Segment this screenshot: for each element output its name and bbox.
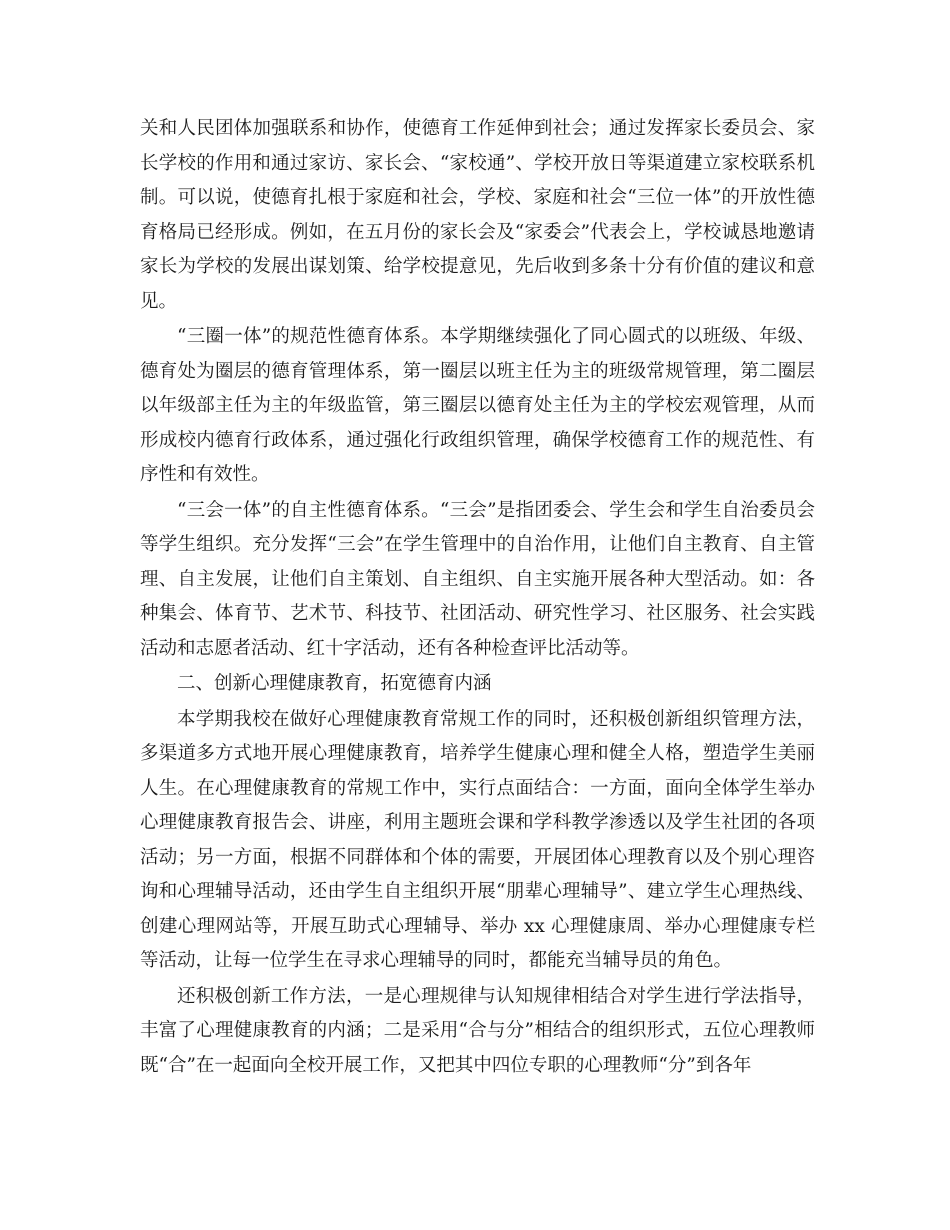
paragraph-family-society: 关和人民团体加强联系和协作，使德育工作延伸到社会；通过发挥家长委员会、家长学校的作用和通过家访、家长会、“家校通”、学校开放日等渠道建立家校联系机制。可以说，使德育扎根于家庭和社会，学校、家庭和社会“三位一体”的开放性德育格局已经形成。例如，在五月份的家长会及“家委会”代表会上，学校诚恳地邀请家长为学校的发展出谋划策、给学校提意见，先后收到多条十分有价值的建议和意见。	[140, 118, 815, 312]
document-body	[140, 112, 815, 1084]
paragraph-work-methods: 还积极创新工作方法，一是心理规律与认知规律相结合对学生进行学法指导，丰富了心理健康教育的内涵；二是采用“合与分”相结合的组织形式，五位心理教师既“合”在一起面向全校开展工作，又把其中四位专职的心理教师“分”到各年	[140, 985, 815, 1076]
paragraph-three-councils: “三会一体”的自主性德育体系。“三会”是指团委会、学生会和学生自治委员会等学生组织。充分发挥“三会”在学生管理中的自治作用，让他们自主教育、自主管理、自主发展，让他们自主策划、自主组织、自主实施开展各种大型活动。如：各种集会、体育节、艺术节、科技节、社团活动、研究性学习、社区服务、社会实践活动和志愿者活动、红十字活动，还有各种检查评比活动等。	[140, 499, 815, 659]
paragraph-three-circles: “三圈一体”的规范性德育体系。本学期继续强化了同心圆式的以班级、年级、德育处为圈层的德育管理体系，第一圈层以班主任为主的班级常规管理，第二圈层以年级部主任为主的年级监管，第三圈层以德育处主任为主的学校宏观管理，从而形成校内德育行政体系，通过强化行政组织管理，确保学校德育工作的规范性、有序性和有效性。	[140, 326, 815, 485]
section-heading-mental-health: 二、创新心理健康教育，拓宽德育内涵	[177, 673, 492, 694]
paragraph-mental-health-routine: 本学期我校在做好心理健康教育常规工作的同时，还积极创新组织管理方法，多渠道多方式地开展心理健康教育，培养学生健康心理和健全人格，塑造学生美丽人生。在心理健康教育的常规工作中，实行点面结合：一方面，面向全体学生举办心理健康教育报告会、讲座，利用主题班会课和学科教学渗透以及学生社团的各项活动；另一方面，根据不同群体和个体的需要，开展团体心理教育以及个别心理咨询和心理辅导活动，还由学生自主组织开展“朋辈心理辅导”、建立学生心理热线、创建心理网站等，开展互助式心理辅导、举办 xx 心理健康周、举办心理健康专栏等活动，让每一位学生在寻求心理辅导的同时，都能充当辅导员的角色。	[140, 708, 815, 971]
